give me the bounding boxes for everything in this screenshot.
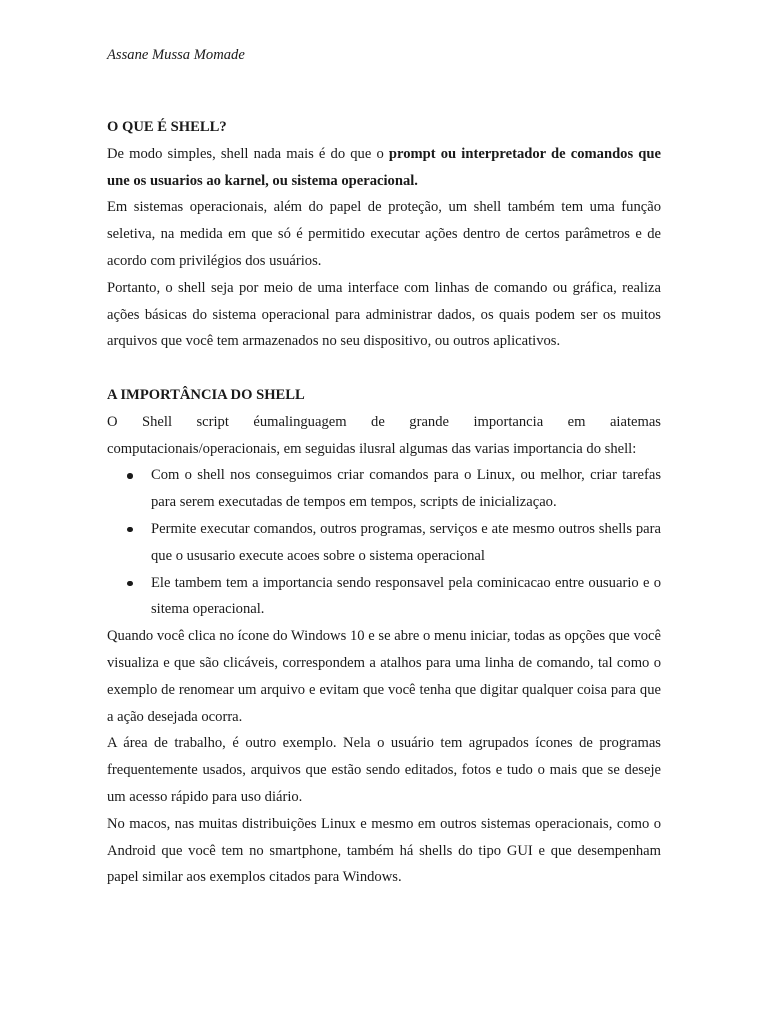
paragraph-intro-line2: computacionais/operacionais, em seguidas ilusral algumas das varias importancia do shell:	[107, 440, 637, 457]
bullet-icon	[127, 581, 133, 587]
bullet-text: Ele tambem tem a importancia sendo responsavel pela cominicacao entre ousuario e o sitema operacional.	[151, 574, 661, 618]
bullet-icon	[127, 527, 133, 533]
list-item	[107, 516, 661, 570]
paragraph-windows-menu: Quando você clica no ícone do Windows 10 e se abre o menu iniciar, todas as opções que você visualiza e que são clicáveis, correspondem a atalhos para uma linha de comando, tal como o exemplo de renomear um arquivo e evitam que você tenha que digitar qualquer coisa para que a ação desejada ocorra.	[107, 628, 661, 725]
section-heading-importance: A IMPORTÂNCIA DO SHELL	[107, 386, 305, 403]
definition-bold-text: prompt ou interpretador de comandos que une os usuarios ao karnel, ou sistema operacional.	[107, 145, 661, 189]
paragraph-desktop: A área de trabalho, é outro exemplo. Nela o usuário tem agrupados ícones de programas frequentemente usados, arquivos que estão sendo editados, fotos e tudo o mais que se deseje um acesso rápido para uso diário.	[107, 735, 661, 805]
section-heading-what-is-shell: O QUE É SHELL?	[107, 119, 227, 135]
document-body	[107, 114, 661, 891]
bullet-text: Com o shell nos conseguimos criar comandos para o Linux, ou melhor, criar tarefas para serem executadas de tempos em tempos, scripts de inicializaçao.	[151, 467, 661, 511]
paragraph-intro-line1: O Shell script éumalinguagem de grande importancia em aiatemas	[107, 413, 661, 430]
bullet-text: Permite executar comandos, outros programas, serviços e ate mesmo outros shells para que o ususario execute acoes sobre o sistema operacional	[151, 520, 661, 564]
section-gap	[107, 355, 661, 382]
paragraph-macos-android: No macos, nas muitas distribuições Linux e mesmo em outros sistemas operacionais, como o Android que você tem no smartphone, também há shells do tipo GUI e que desempenham papel similar aos exemplos citados para Windows.	[107, 815, 661, 886]
bullet-icon	[127, 473, 133, 479]
author-name: Assane Mussa Momade	[107, 47, 245, 63]
importance-bullet-list	[107, 462, 661, 623]
list-item	[107, 570, 661, 624]
paragraph-definition	[107, 141, 661, 195]
definition-text: De modo simples, shell nada mais é do que o	[107, 145, 389, 162]
list-item	[107, 462, 661, 516]
paragraph-basic-actions: Portanto, o shell seja por meio de uma interface com linhas de comando ou gráfica, realiza ações básicas do sistema operacional para administrar dados, os quais podem ser os muitos arquivos que você tem armazenados no seu dispositivo, ou outros aplicativos.	[107, 279, 661, 350]
paragraph-protection: Em sistemas operacionais, além do papel de proteção, um shell também tem uma função seletiva, na medida em que só é permitido executar ações dentro de certos parâmetros e de acordo com privilégios dos usuários.	[107, 199, 661, 269]
